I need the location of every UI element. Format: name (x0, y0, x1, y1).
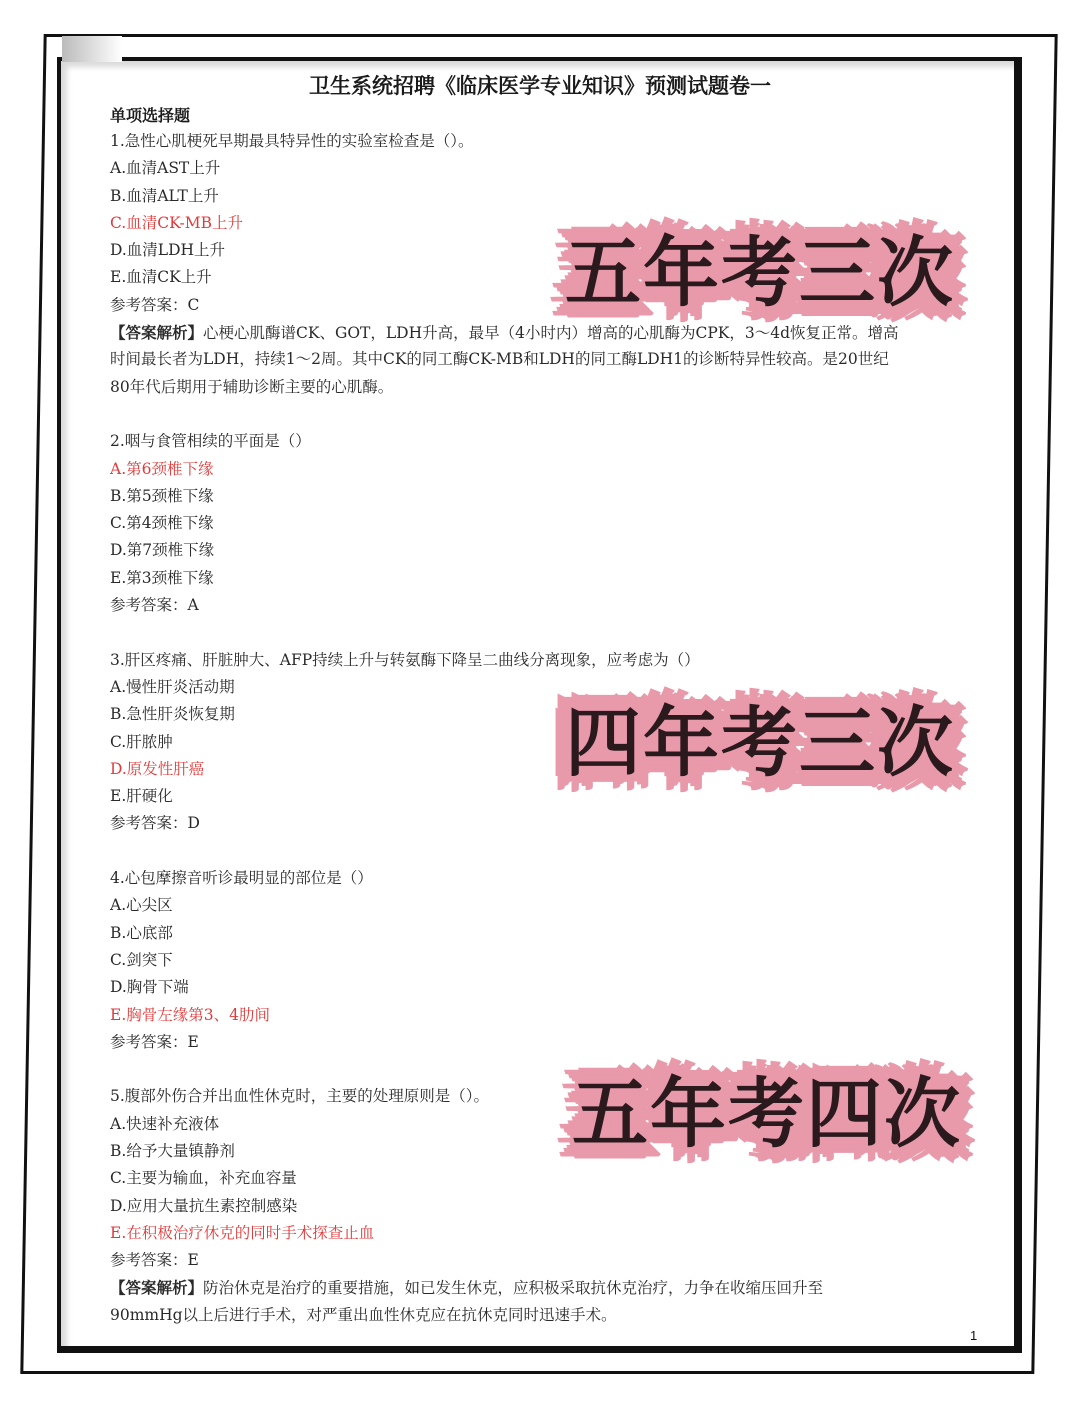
q4-option-e-correct: E.胸骨左缘第3、4肋间 (110, 1005, 270, 1024)
page-number: 1 (970, 1328, 978, 1343)
q4-option-a: A.心尖区 (110, 896, 173, 915)
q2-option-e: E.第3颈椎下缘 (110, 568, 214, 587)
q1-option-e: E.血清CK上升 (110, 268, 212, 287)
q2-answer: 参考答案：A (110, 596, 199, 615)
q1-explanation-tag: 【答案解析】 (110, 323, 204, 343)
q1-option-a: A.血清AST上升 (110, 159, 221, 178)
q5-answer: 参考答案：E (110, 1251, 199, 1270)
q4-option-d: D.胸骨下端 (110, 978, 189, 997)
q4-question: 4.心包摩擦音听诊最明显的部位是（） (110, 869, 373, 888)
section-heading: 单项选择题 (110, 106, 191, 125)
frequency-stamp-2: 四年考三次 (565, 698, 955, 787)
q1-explanation-line-2: 时间最长者为LDH，持续1～2周。其中CK的同工酶CK-MB和LDH的同工酶LDH1的诊断特异性较高。是20世纪 (110, 350, 889, 369)
q4-option-c: C.剑突下 (110, 950, 173, 969)
q1-option-c-correct: C.血清CK-MB上升 (110, 213, 244, 232)
q2-question: 2.咽与食管相续的平面是（） (110, 432, 311, 451)
q5-option-e-correct: E.在积极治疗休克的同时手术探查止血 (110, 1223, 375, 1242)
q5-option-b: B.给予大量镇静剂 (110, 1141, 235, 1160)
q2-option-a-correct: A.第6颈椎下缘 (110, 459, 214, 478)
q1-explanation-line-1 (110, 319, 980, 346)
q3-option-c: C.肝脓肿 (110, 732, 173, 751)
q5-question: 5.腹部外伤合并出血性休克时，主要的处理原则是（）。 (110, 1087, 490, 1106)
q1-explanation-line-3: 80年代后期用于辅助诊断主要的心肌酶。 (110, 377, 394, 396)
q5-explanation-tag: 【答案解析】 (110, 1278, 204, 1298)
q5-option-c: C.主要为输血，补充血容量 (110, 1169, 297, 1188)
q3-option-b: B.急性肝炎恢复期 (110, 705, 235, 724)
q1-explanation-text-1: 心梗心肌酶谱CK、GOT，LDH升高，最早（4小时内）增高的心肌酶为CPK，3～4d恢复正常。增高 (203, 324, 899, 343)
frame-corner-shade (62, 36, 122, 62)
q3-option-d-correct: D.原发性肝癌 (110, 759, 205, 778)
q5-option-a: A.快速补充液体 (110, 1114, 220, 1133)
q5-explanation-line-1 (110, 1274, 980, 1301)
q1-answer: 参考答案：C (110, 295, 200, 314)
q4-option-b: B.心底部 (110, 923, 173, 942)
frequency-stamp-3: 五年考四次 (572, 1069, 962, 1158)
q3-answer: 参考答案：D (110, 814, 200, 833)
q2-option-c: C.第4颈椎下缘 (110, 514, 214, 533)
q5-explanation-text-1: 防治休克是治疗的重要措施，如已发生休克，应积极采取抗休克治疗，力争在收缩压回升至 (203, 1279, 824, 1298)
q2-option-d: D.第7颈椎下缘 (110, 541, 215, 560)
frequency-stamp-1: 五年考三次 (565, 228, 955, 317)
q5-option-d: D.应用大量抗生素控制感染 (110, 1196, 298, 1215)
q2-option-b: B.第5颈椎下缘 (110, 486, 214, 505)
q4-answer: 参考答案：E (110, 1032, 199, 1051)
q5-explanation-line-2: 90mmHg以上后进行手术，对严重出血性休克应在抗休克同时迅速手术。 (110, 1305, 617, 1324)
q1-option-d: D.血清LDH上升 (110, 241, 226, 260)
q3-question: 3.肝区疼痛、肝脏肿大、AFP持续上升与转氨酶下降呈二曲线分离现象，应考虑为（） (110, 650, 700, 669)
q1-option-b: B.血清ALT上升 (110, 186, 219, 205)
q3-option-a: A.慢性肝炎活动期 (110, 677, 235, 696)
q3-option-e: E.肝硬化 (110, 787, 173, 806)
document-title: 卫生系统招聘《临床医学专业知识》预测试题卷一 (309, 74, 771, 98)
q1-question: 1.急性心肌梗死早期最具特异性的实验室检查是（）。 (110, 132, 474, 150)
